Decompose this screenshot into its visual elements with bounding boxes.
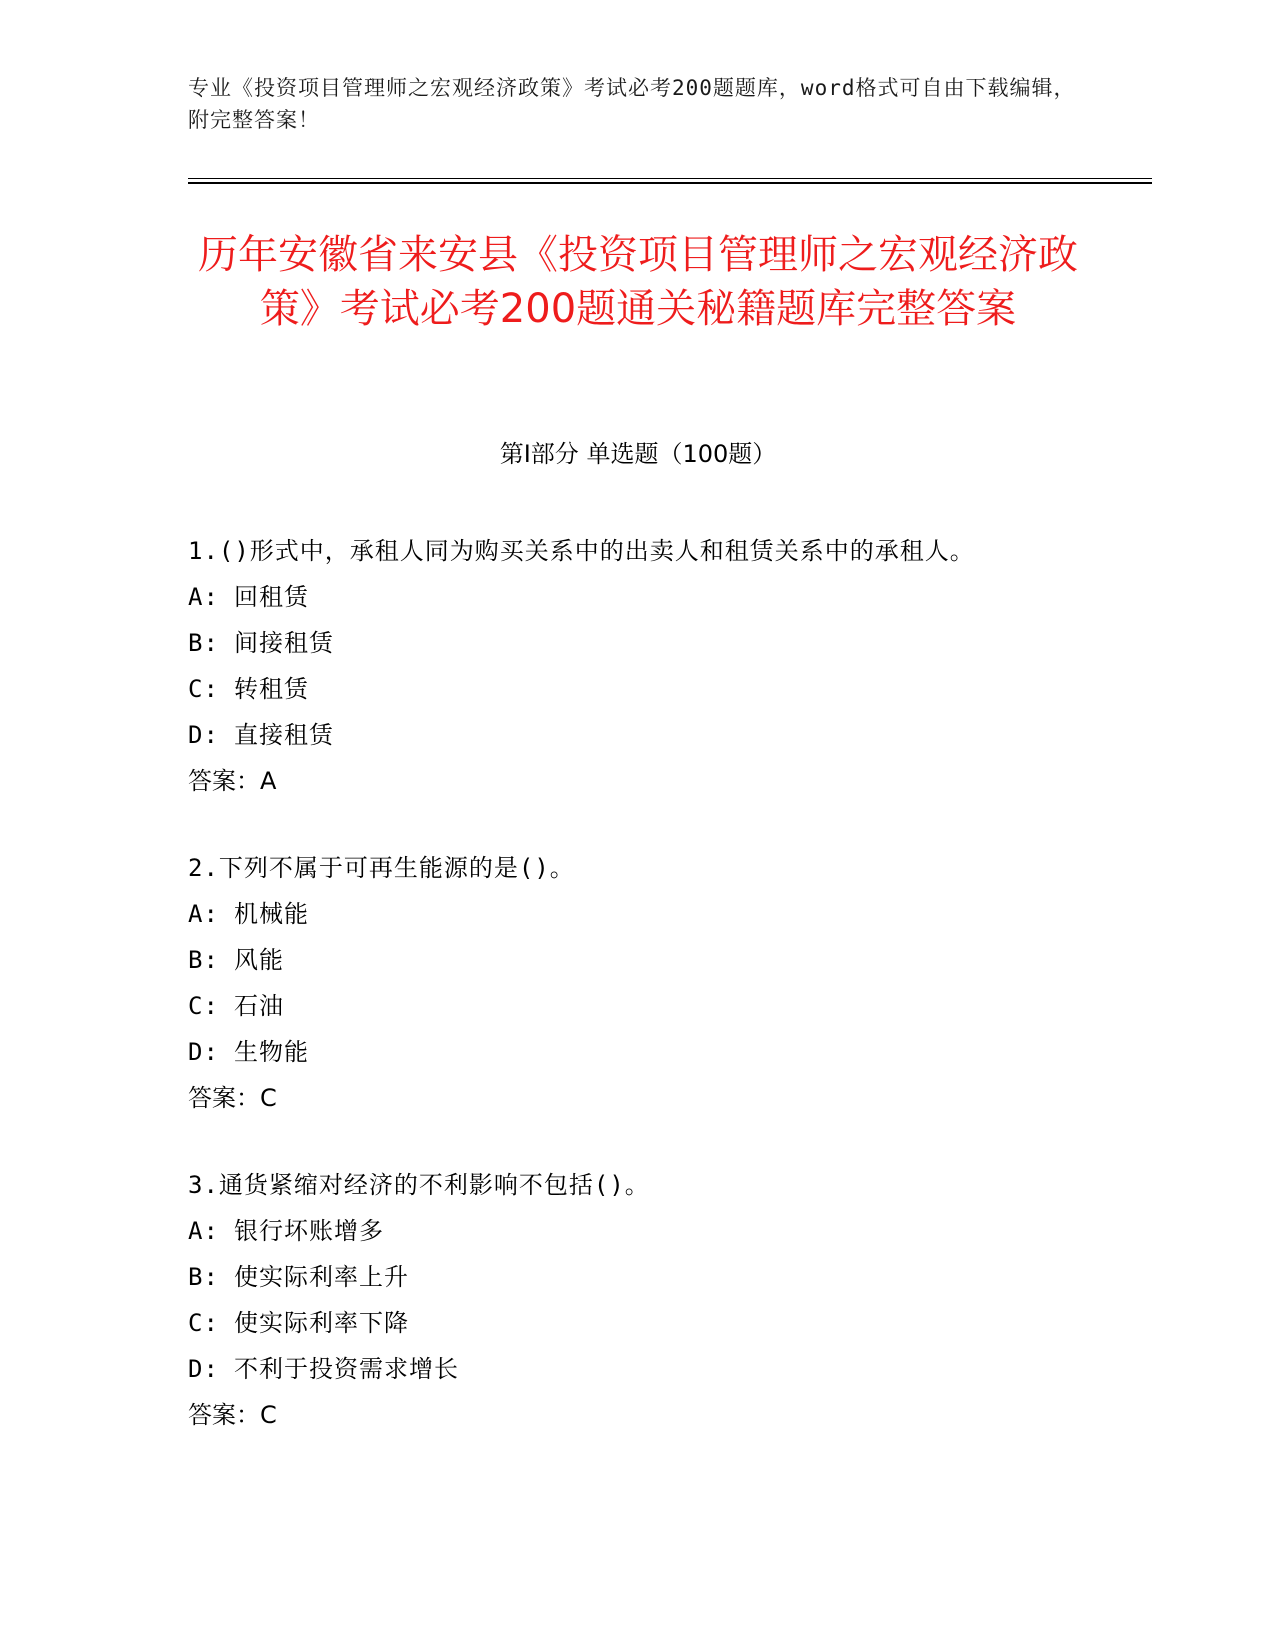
option-text: 使实际利率上升 [234, 1263, 409, 1291]
option-text: 转租赁 [234, 675, 309, 703]
option-a [188, 1208, 1088, 1254]
header-divider-thick [188, 182, 1152, 184]
option-b [188, 620, 1088, 666]
option-c [188, 983, 1088, 1029]
option-label: B: [188, 946, 219, 974]
option-a [188, 574, 1088, 620]
header-note: 专业《投资项目管理师之宏观经济政策》考试必考200题题库，word格式可自由下载编辑，附完整答案！ [188, 76, 1076, 132]
option-c [188, 1300, 1088, 1346]
section-heading: 第Ⅰ部分 单选题（100题） [499, 440, 777, 468]
option-c [188, 666, 1088, 712]
question-2 [188, 845, 1088, 1121]
option-text: 直接租赁 [234, 721, 334, 749]
page-title: 历年安徽省来安县《投资项目管理师之宏观经济政策》考试必考200题通关秘籍题库完整答案 [198, 232, 1078, 332]
option-label: A: [188, 583, 219, 611]
option-text: 机械能 [234, 900, 309, 928]
option-text: 石油 [234, 992, 284, 1020]
option-label: A: [188, 1217, 219, 1245]
option-d [188, 1029, 1088, 1075]
question-1 [188, 528, 1088, 804]
option-label: D: [188, 1038, 219, 1066]
option-b [188, 937, 1088, 983]
question-stem: 3.通货紧缩对经济的不利影响不包括()。 [188, 1171, 650, 1199]
option-label: C: [188, 992, 219, 1020]
option-label: C: [188, 675, 219, 703]
option-label: D: [188, 721, 219, 749]
question-stem: 2.下列不属于可再生能源的是()。 [188, 854, 575, 882]
option-label: B: [188, 629, 219, 657]
option-d [188, 1346, 1088, 1392]
option-text: 生物能 [234, 1038, 309, 1066]
option-text: 回租赁 [234, 583, 309, 611]
option-label: C: [188, 1309, 219, 1337]
option-b [188, 1254, 1088, 1300]
header-divider-thin [188, 178, 1152, 179]
answer: 答案：C [188, 1401, 277, 1429]
question-stem: 1.()形式中，承租人同为购买关系中的出卖人和租赁关系中的承租人。 [188, 537, 975, 565]
option-text: 不利于投资需求增长 [234, 1355, 459, 1383]
question-list [188, 528, 1088, 1479]
option-label: A: [188, 900, 219, 928]
option-text: 使实际利率下降 [234, 1309, 409, 1337]
question-3 [188, 1162, 1088, 1438]
option-label: D: [188, 1355, 219, 1383]
option-text: 间接租赁 [234, 629, 334, 657]
answer: 答案：C [188, 1084, 277, 1112]
option-d [188, 712, 1088, 758]
option-text: 风能 [234, 946, 284, 974]
option-label: B: [188, 1263, 219, 1291]
option-text: 银行坏账增多 [234, 1217, 384, 1245]
answer: 答案：A [188, 767, 277, 795]
option-a [188, 891, 1088, 937]
